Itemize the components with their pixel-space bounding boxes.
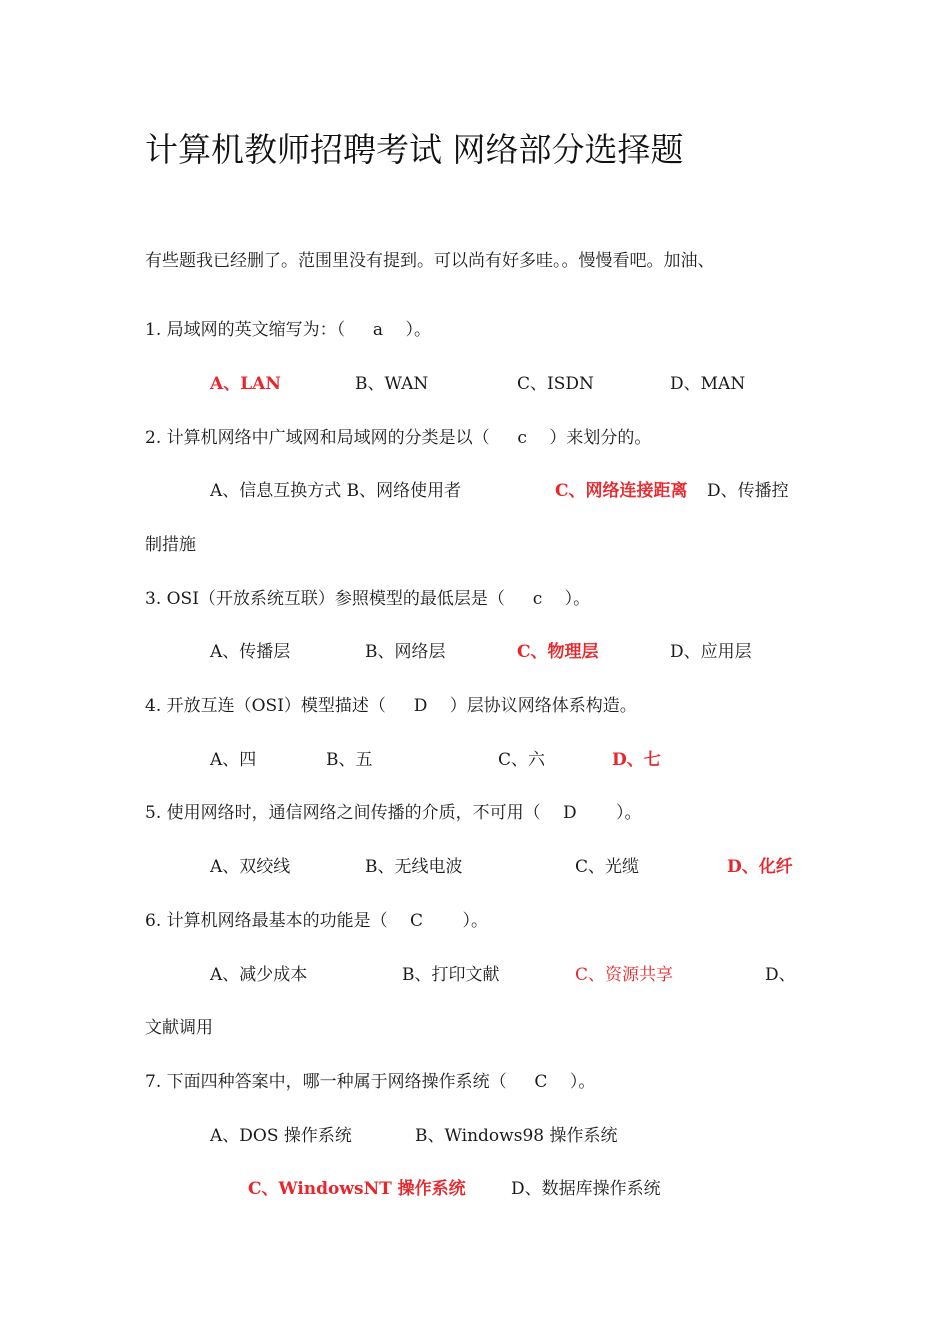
question-2-option-c: C、网络连接距离: [555, 481, 688, 501]
question-7-option-a: A、DOS 操作系统: [210, 1126, 352, 1146]
question-1-option-c: C、ISDN: [517, 374, 594, 394]
question-5-option-c: C、光缆: [575, 857, 640, 877]
question-1-option-a: A、LAN: [210, 374, 281, 394]
question-7-option-b: B、Windows98 操作系统: [415, 1126, 618, 1146]
question-4-option-c: C、六: [498, 750, 546, 770]
page-title: 计算机教师招聘考试 网络部分选择题: [145, 130, 684, 169]
question-3-option-c: C、物理层: [517, 642, 599, 662]
question-3-option-d: D、应用层: [670, 642, 752, 662]
question-6-option-c: C、资源共享: [575, 965, 674, 985]
question-3-option-b: B、网络层: [365, 642, 446, 662]
question-5-option-a: A、双绞线: [210, 857, 291, 877]
question-6-continuation: 文献调用: [145, 1018, 213, 1038]
question-2-stem: 2. 计算机网络中广域网和局域网的分类是以（ c ）来划分的。: [145, 428, 652, 448]
question-5-option-b: B、无线电波: [365, 857, 463, 877]
question-6-option-d: D、: [765, 965, 796, 985]
question-3-stem: 3. OSI（开放系统互联）参照模型的最低层是（ c ）。: [145, 589, 591, 609]
question-5-option-d: D、化纤: [727, 857, 793, 877]
question-1-option-d: D、MAN: [670, 374, 746, 394]
question-6-stem: 6. 计算机网络最基本的功能是（ C ）。: [145, 911, 488, 931]
question-7-stem: 7. 下面四种答案中，哪一种属于网络操作系统（ C ）。: [145, 1072, 596, 1092]
question-6-option-b: B、打印文献: [402, 965, 500, 985]
question-4-stem: 4. 开放互连（OSI）模型描述（ D ）层协议网络体系构造。: [145, 696, 637, 716]
question-3-option-a: A、传播层: [210, 642, 291, 662]
question-4-option-d: D、七: [612, 750, 661, 770]
question-7-option-c: C、WindowsNT 操作系统: [248, 1179, 466, 1199]
question-4-option-b: B、五: [326, 750, 373, 770]
intro-text: 有些题我已经删了。范围里没有提到。可以尚有好多哇。。慢慢看吧。加油、: [145, 251, 715, 271]
question-2-continuation: 制措施: [145, 535, 196, 555]
question-6-option-a: A、减少成本: [210, 965, 308, 985]
question-2-option-ab: A、信息互换方式 B、网络使用者: [210, 481, 462, 501]
question-1-stem: 1. 局域网的英文缩写为：（ a ）。: [145, 320, 431, 340]
question-2-option-d: D、传播控: [707, 481, 789, 501]
question-1-option-b: B、WAN: [355, 374, 429, 394]
question-4-option-a: A、四: [210, 750, 257, 770]
question-5-stem: 5. 使用网络时，通信网络之间传播的介质，不可用（ D ）。: [145, 803, 642, 823]
question-7-option-d: D、数据库操作系统: [511, 1179, 661, 1199]
